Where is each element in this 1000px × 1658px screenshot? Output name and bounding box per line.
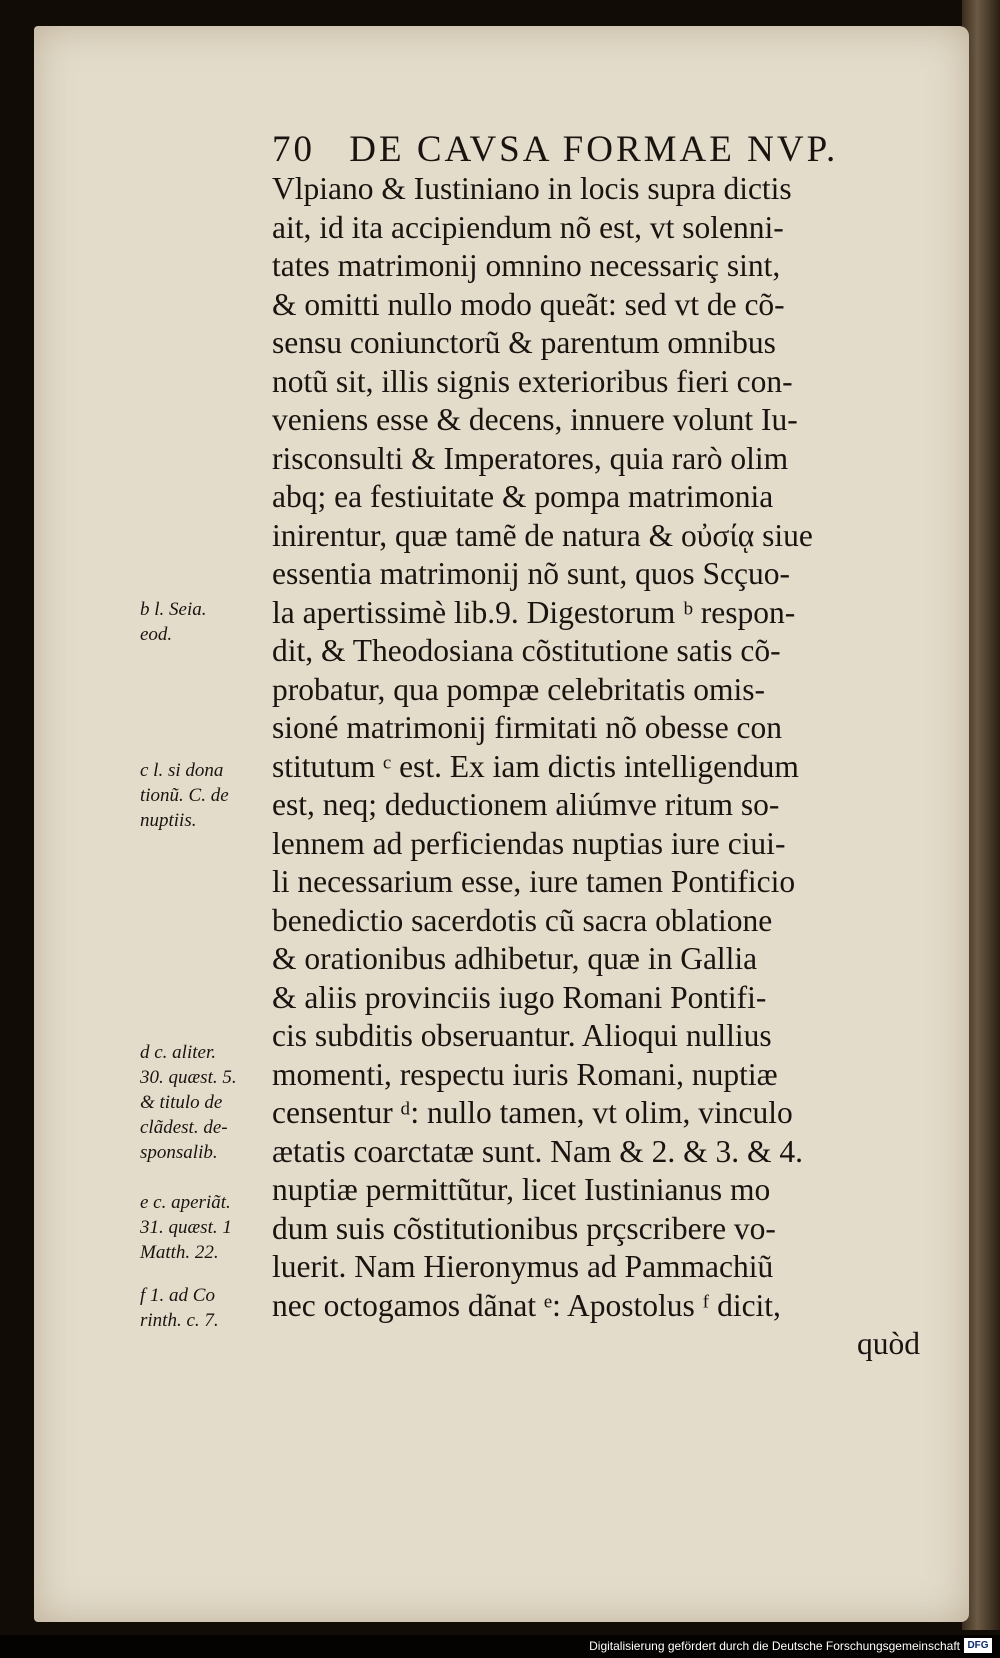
- marginal-note-line: d c. aliter.: [140, 1042, 216, 1063]
- page-number: 70: [272, 129, 315, 170]
- marginal-note-line: 31. quæst. 1: [140, 1217, 232, 1238]
- body-text: [272, 170, 920, 1364]
- dfg-logo: DFG: [964, 1638, 992, 1653]
- text-line: cis subditis obseruantur. Alioqui nullius: [272, 1018, 772, 1053]
- text-line: probatur, qua pompæ celebritatis omis-: [272, 671, 766, 707]
- text-line: censentur ᵈ: nullo tamen, vt olim, vinculo: [272, 1095, 793, 1130]
- text-line: essentia matrimonij nõ sunt, quos Scçuo-: [272, 556, 790, 591]
- footer-credit: Digitalisierung gefördert durch die Deutsche Forschungsgemeinschaft: [589, 1639, 960, 1653]
- text-line: tates matrimonij omnino necessariç sint,: [272, 248, 781, 283]
- text-line: abq; ea festiuitate & pompa matrimonia: [272, 479, 774, 514]
- text-line: benedictio sacerdotis cũ sacra oblatione: [272, 902, 773, 938]
- text-line: la apertissimè lib.9. Digestorum ᵇ respon-: [272, 594, 796, 630]
- text-line: stitutum ᶜ est. Ex iam dictis intelligendum: [272, 748, 799, 784]
- text-line: nuptiæ permittũtur, licet Iustinianus mo: [272, 1172, 771, 1207]
- marginal-note-line: tionũ. C. de: [140, 785, 229, 806]
- text-line: notũ sit, illis signis exterioribus fieri con-: [272, 363, 793, 399]
- marginal-note-line: & titulo de: [140, 1092, 223, 1113]
- text-line: sensu coniunctorũ & parentum omnibus: [272, 325, 776, 360]
- text-line: lennem ad perficiendas nuptias iure ciui-: [272, 825, 786, 861]
- marginal-note-line: sponsalib.: [140, 1142, 218, 1163]
- marginal-note: [140, 758, 280, 833]
- text-line: sioné matrimonij firmitati nõ obesse con: [272, 710, 783, 745]
- text-line: inirentur, quæ tamẽ de natura & οὐσίᾳ siue: [272, 517, 813, 553]
- marginal-note: [140, 1190, 280, 1265]
- text-line: Vlpiano & Iustiniano in locis supra dictis: [272, 171, 792, 206]
- marginal-note-line: clãdest. de-: [140, 1117, 228, 1138]
- text-line: li necessarium esse, iure tamen Pontificio: [272, 864, 796, 899]
- marginal-note-line: eod.: [140, 624, 173, 645]
- text-line: risconsulti & Imperatores, quia rarò olim: [272, 440, 789, 476]
- text-line: ætatis coarctatæ sunt. Nam & 2. & 3. & 4.: [272, 1133, 804, 1169]
- marginal-note-line: Matth. 22.: [140, 1242, 219, 1263]
- text-line: veniens esse & decens, innuere volunt Iu-: [272, 402, 798, 437]
- text-line: est, neq; deductionem aliúmve ritum so-: [272, 787, 780, 822]
- text-line: & omitti nullo modo queãt: sed vt de cõ-: [272, 286, 785, 322]
- text-line: dit, & Theodosiana cõstitutione satis cõ-: [272, 633, 781, 668]
- marginal-note-line: rinth. c. 7.: [140, 1310, 219, 1331]
- marginal-note-line: nuptiis.: [140, 810, 197, 831]
- text-line: nec octogamos dãnat ᵉ: Apostolus ᶠ dicit,: [272, 1287, 781, 1323]
- page-header: [272, 128, 838, 171]
- text-line: ait, id ita accipiendum nõ est, vt solenni-: [272, 209, 784, 245]
- marginal-note-line: f 1. ad Co: [140, 1285, 215, 1306]
- marginal-note-line: e c. aperiãt.: [140, 1192, 231, 1213]
- marginal-note: [140, 1040, 280, 1165]
- footer-bar: [0, 1635, 1000, 1658]
- text-line: luerit. Nam Hieronymus ad Pammachiũ: [272, 1249, 774, 1284]
- running-title: DE CAVSA FORMAE NVP.: [349, 129, 839, 170]
- text-line: momenti, respectu iuris Romani, nuptiæ: [272, 1056, 778, 1092]
- marginal-note: [140, 597, 280, 647]
- marginal-note-line: b l. Seia.: [140, 599, 207, 620]
- marginal-note: [140, 1283, 280, 1333]
- text-line: dum suis cõstitutionibus prçscribere vo-: [272, 1210, 776, 1246]
- marginal-note-line: 30. quæst. 5.: [140, 1067, 237, 1088]
- text-line: & aliis provinciis iugo Romani Pontifi-: [272, 979, 767, 1015]
- text-line: & orationibus adhibetur, quæ in Gallia: [272, 941, 758, 976]
- marginal-note-line: c l. si dona: [140, 760, 224, 781]
- catchword: quòd: [857, 1326, 920, 1361]
